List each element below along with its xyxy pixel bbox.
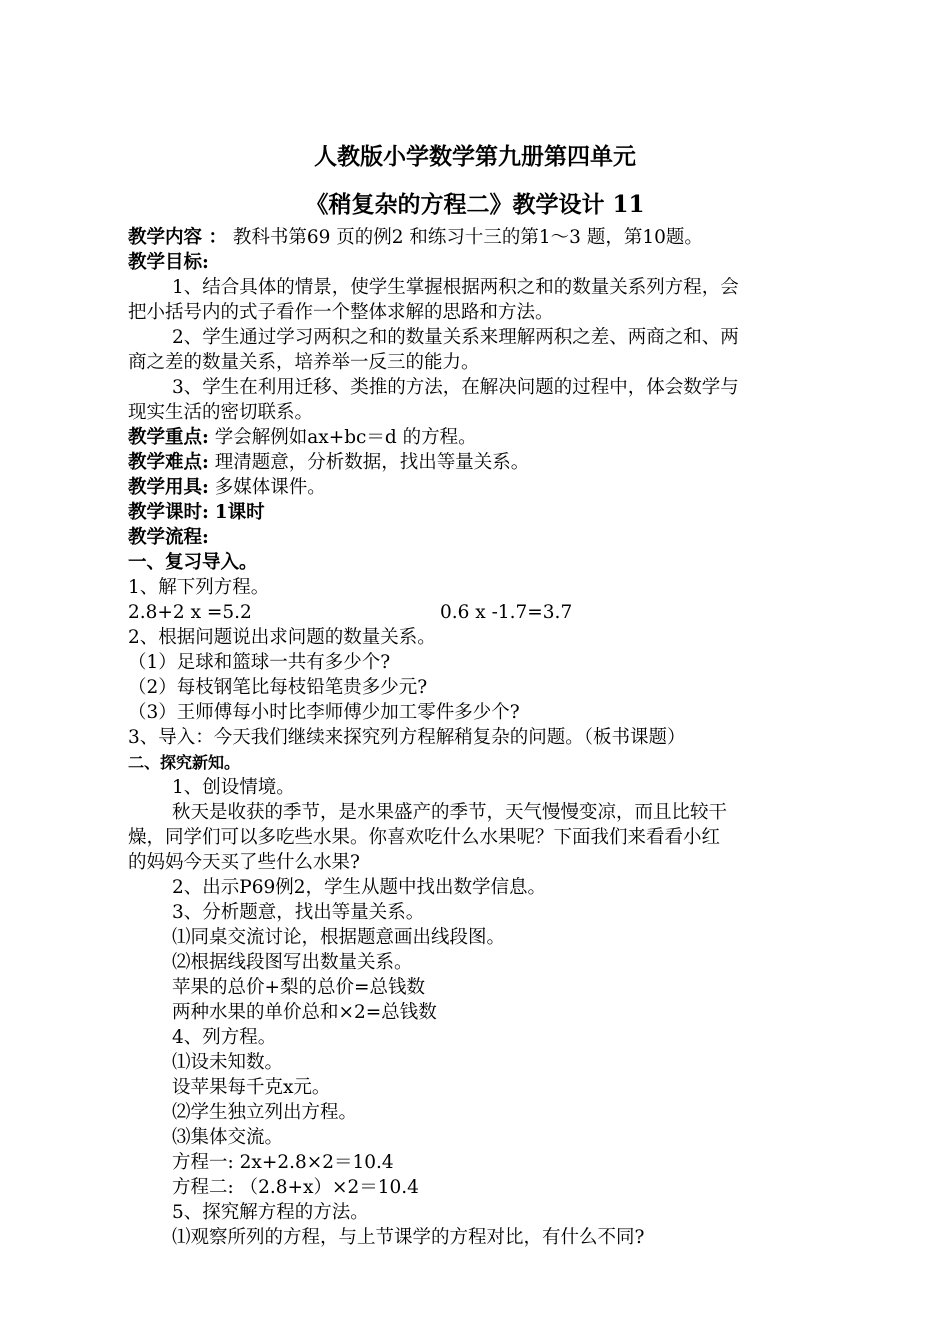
difficult-point-label: 教学难点: <box>128 452 209 473</box>
explore-item-4: 4、列方程。 <box>172 1027 277 1048</box>
explore-item-1: 1、创设情境。 <box>172 777 295 798</box>
review-item-2: 2、根据问题说出求问题的数量关系。 <box>128 627 436 648</box>
explore-item-3: 3、分析题意，找出等量关系。 <box>172 902 425 923</box>
relation-2: 两种水果的单价总和×2=总钱数 <box>172 1002 437 1023</box>
equation-2: 0.6 x -1.7=3.7 <box>440 602 573 623</box>
method-1: 方程一: 2x+2.8×2＝10.4 <box>172 1152 394 1173</box>
goal-2-line-b: 商之差的数量关系，培养举一反三的能力。 <box>128 352 480 373</box>
explore-item-4-1: ⑴设未知数。 <box>172 1052 284 1073</box>
tools-label: 教学用具: <box>128 477 209 498</box>
question-1: （1）足球和篮球一共有多少个? <box>128 652 391 673</box>
goal-3-line-a: 3、学生在利用迁移、类推的方法，在解决问题的过程中，体会数学与 <box>172 377 739 398</box>
explore-item-3-2: ⑵根据线段图写出数量关系。 <box>172 952 413 973</box>
difficult-point-text: 理清题意，分析数据，找出等量关系。 <box>214 452 530 473</box>
key-point-label: 教学重点: <box>128 427 209 448</box>
hours-label: 教学课时: <box>128 502 209 523</box>
tools-row <box>128 476 326 500</box>
flow-label: 教学流程: <box>128 527 209 548</box>
section-2-heading: 二、探究新知。 <box>128 753 241 772</box>
equation-1: 2.8+2 x =5.2 <box>128 602 252 623</box>
section-1-heading: 一、复习导入。 <box>128 552 258 573</box>
goal-1-line-b: 把小括号内的式子看作一个整体求解的思路和方法。 <box>128 302 554 323</box>
content-label: 教学内容 ： <box>128 227 227 248</box>
question-3: （3）王师傅每小时比李师傅少加工零件多少个? <box>128 702 520 723</box>
explore-item-4-3: ⑶集体交流。 <box>172 1127 284 1148</box>
review-item-1: 1、解下列方程。 <box>128 577 270 598</box>
hours-text: 1课时 <box>214 502 265 523</box>
unknown-definition: 设苹果每千克x元。 <box>172 1077 331 1098</box>
key-point-text: 学会解例如ax+bc＝d 的方程。 <box>214 427 477 448</box>
scenario-line-a: 秋天是收获的季节，是水果盛产的季节，天气慢慢变凉，而且比较干 <box>172 802 728 823</box>
goals-label: 教学目标: <box>128 252 209 273</box>
goal-2-line-a: 2、学生通过学习两积之和的数量关系来理解两积之差、两商之和、两 <box>172 327 739 348</box>
question-2: （2）每枝钢笔比每枝铅笔贵多少元? <box>128 677 428 698</box>
content-text: 教科书第69 页的例2 和练习十三的第1～3 题，第10题。 <box>232 227 703 248</box>
doc-title-line2: 《稍复杂的方程二》教学设计 11 <box>305 191 645 218</box>
content-row <box>128 226 703 250</box>
explore-item-5: 5、探究解方程的方法。 <box>172 1202 369 1223</box>
hours-row <box>128 501 265 525</box>
method-2: 方程二: （2.8+x）×2＝10.4 <box>172 1177 419 1198</box>
goal-1-line-a: 1、结合具体的情景，使学生掌握根据两积之和的数量关系列方程，会 <box>172 277 739 298</box>
review-item-3: 3、导入：今天我们继续来探究列方程解稍复杂的问题。（板书课题） <box>128 727 686 748</box>
goal-3-line-b: 现实生活的密切联系。 <box>128 402 314 423</box>
scenario-line-b: 燥，同学们可以多吃些水果。你喜欢吃什么水果呢？下面我们来看看小红 <box>128 827 721 848</box>
tools-text: 多媒体课件。 <box>214 477 326 498</box>
explore-item-3-1: ⑴同桌交流讨论，根据题意画出线段图。 <box>172 927 506 948</box>
explore-item-4-2: ⑵学生独立列出方程。 <box>172 1102 358 1123</box>
relation-1: 苹果的总价+梨的总价=总钱数 <box>172 977 426 998</box>
explore-item-2: 2、出示P69例2，学生从题中找出数学信息。 <box>172 877 547 898</box>
doc-title-line1: 人教版小学数学第九册第四单元 <box>314 143 636 170</box>
scenario-line-c: 的妈妈今天买了些什么水果? <box>128 852 360 873</box>
key-point-row <box>128 426 477 450</box>
explore-item-5-1: ⑴观察所列的方程，与上节课学的方程对比，有什么不同? <box>172 1227 645 1248</box>
difficult-point-row <box>128 451 529 475</box>
